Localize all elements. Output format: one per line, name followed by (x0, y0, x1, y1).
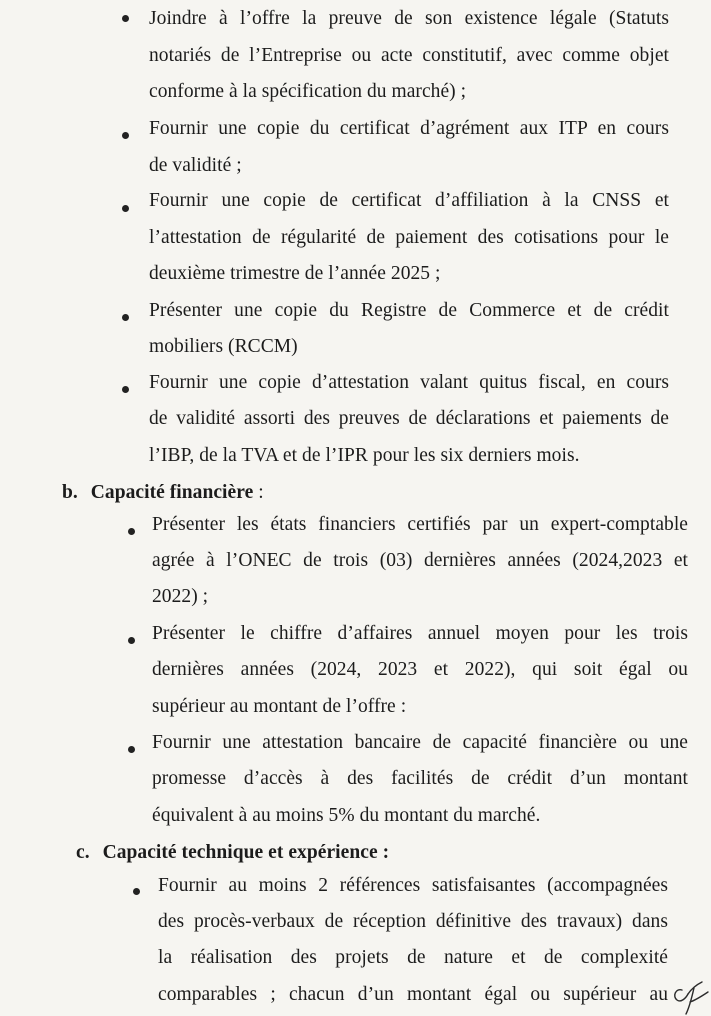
list-item-line: Présenter une copie du Registre de Commerce et de crédit (149, 300, 669, 321)
list-item-line: l’attestation de régularité de paiement des cotisations pour le (149, 227, 669, 248)
list-item-line: Présenter le chiffre d’affaires annuel moyen pour les trois (152, 623, 688, 644)
section-heading-b (62, 481, 264, 505)
bullet-icon (128, 746, 135, 753)
signature-initials-icon (668, 976, 710, 1016)
section-marker: c. (76, 842, 90, 863)
list-item-line: Présenter les états financiers certifiés par un expert-comptable (152, 514, 688, 535)
bullet-icon (128, 528, 135, 535)
section-title: Capacité technique et expérience : (102, 842, 390, 863)
list-item-line: Fournir une attestation bancaire de capacité financière ou une (152, 732, 688, 753)
list-item-line: promesse d’accès à des facilités de crédit d’un montant (152, 768, 688, 789)
bullet-icon (122, 132, 129, 139)
bullet-icon (122, 386, 129, 393)
list-item-line: notariés de l’Entreprise ou acte constitutif, avec comme objet (149, 45, 669, 66)
section-title: Capacité financière (90, 482, 254, 503)
list-item-line: équivalent à au moins 5% du montant du marché. (152, 805, 541, 826)
list-item-line: comparables ; chacun d’un montant égal ou supérieur au (158, 984, 668, 1005)
list-item-line: dernières années (2024, 2023 et 2022), qui soit égal ou (152, 659, 688, 680)
bullet-icon (122, 205, 129, 212)
bullet-icon (133, 888, 140, 895)
section-marker: b. (62, 482, 78, 503)
list-item-line: agrée à l’ONEC de trois (03) dernières années (2024,2023 et (152, 550, 688, 571)
list-item-line: Joindre à l’offre la preuve de son existence légale (Statuts (149, 8, 669, 29)
list-item-line: de validité ; (149, 155, 242, 176)
list-item-line: Fournir au moins 2 références satisfaisantes (accompagnées (158, 875, 668, 896)
list-item-line: la réalisation des projets de nature et de complexité (158, 947, 668, 968)
list-item-line: mobiliers (RCCM) (149, 336, 298, 357)
list-item-line: de validité assorti des preuves de déclarations et paiements de (149, 408, 669, 429)
list-item-line: Fournir une copie de certificat d’affiliation à la CNSS et (149, 190, 669, 211)
bullet-icon (128, 637, 135, 644)
list-item-line: l’IBP, de la TVA et de l’IPR pour les six derniers mois. (149, 445, 580, 466)
list-item-line: supérieur au montant de l’offre : (152, 696, 407, 717)
list-item-line: 2022) ; (152, 586, 209, 607)
list-item-line: des procès-verbaux de réception définitive des travaux) dans (158, 911, 668, 932)
bullet-icon (122, 314, 129, 321)
bullet-icon (122, 15, 129, 22)
section-title-suffix: : (253, 482, 264, 503)
list-item-line: Fournir une copie d’attestation valant quitus fiscal, en cours (149, 372, 669, 393)
section-heading-c (76, 841, 389, 865)
list-item-line: conforme à la spécification du marché) ; (149, 81, 467, 102)
list-item-line: deuxième trimestre de l’année 2025 ; (149, 263, 441, 284)
list-item-line: Fournir une copie du certificat d’agrément aux ITP en cours (149, 118, 669, 139)
